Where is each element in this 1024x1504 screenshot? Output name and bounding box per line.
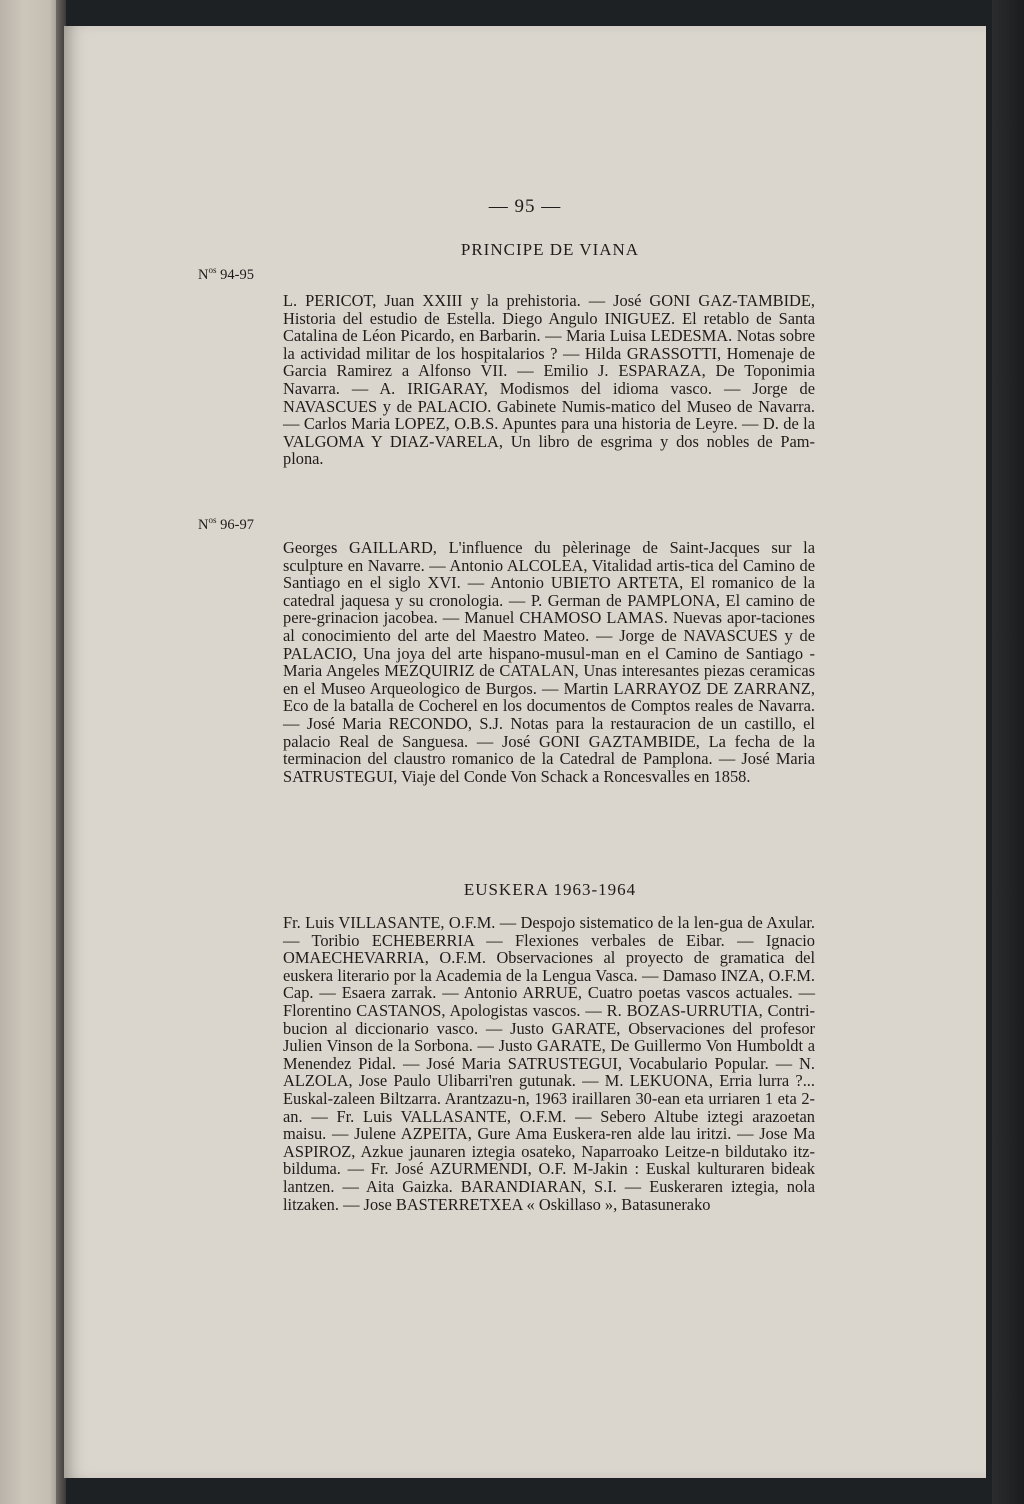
issue-label-superscript: os <box>208 515 217 525</box>
euskera-contents: Fr. Luis VILLASANTE, O.F.M. — Despojo sistematico de la len-gua de Axular. — Toribio ECHEBERRIA — Flexiones verbales de Eibar. — Ignacio OMAECHEVARRIA, O.F.M. Observaciones al proyecto de gramatica del euskera literario por la Academia de la Lengua Vasca. — Damaso INZA, O.F.M. Cap. — Esaera zarrak. — Antonio ARRUE, Cuatro poetas vascos actuales. — Florentino CASTANOS, Apologistas vascos. — R. BOZAS-URRUTIA, Contri-bucion al diccionario vasco. — Justo GARATE, Observaciones del profesor Julien Vinson de la Sorbona. — Justo GARATE, De Guillermo Von Humboldt a Menendez Pidal. — José Maria SATRUSTEGUI, Vocabulario Popular. — N. ALZOLA, Jose Paulo Ulibarri'ren gutunak. — M. LEKUONA, Erria lurra ?... Euskal-zaleen Biltzarra. Arantzazu-n, 1963 iraillaren 30-ean eta urriaren 1 eta 2-an. — Fr. Luis VALLASANTE, O.F.M. — Sebero Altube iztegi arazoetan maisu. — Julene AZPEITA, Gure Ama Euskera-ren alde lau iritzi. — Jose Ma ASPIROZ, Azkue jaunaren iztegia osateko, Naparroako Leitze-n bildutako itz-bilduma. — Fr. José AZURMENDI, O.F. M-Jakin : Euskal kulturaren bideak lantzen. — Aita Gaizka. BARANDIARAN, S.I. — Euskeraren iztegia, nola litzaken. — Jose BASTERRETXEA « Oskillaso », Batasunerako <box>283 913 815 1214</box>
issue-label-superscript: os <box>208 265 217 275</box>
issue-label-prefix: N <box>198 516 209 533</box>
section-title-euskera: EUSKERA 1963-1964 <box>463 880 637 899</box>
issue-label-94-95 <box>198 265 254 284</box>
facing-page-edge <box>0 0 62 1504</box>
page-number: — 95 — <box>488 196 562 217</box>
issue-label-96-97 <box>198 515 254 534</box>
issue-label-number: 94-95 <box>216 266 254 283</box>
section-title-principe-de-viana: PRINCIPE DE VIANA <box>460 240 640 259</box>
issue-94-95-contents: L. PERICOT, Juan XXIII y la prehistoria. — José GONI GAZ-TAMBIDE, Historia del estudio de Estella. Diego Angulo INIGUEZ. El retablo de Santa Catalina de Léon Picardo, en Barbarin. — Maria Luisa LEDESMA. Notas sobre la actividad militar de los hospitalarios ? — Hilda GRASSOTTI, Homenaje de Garcia Ramirez a Alfonso VII. — Emilio J. ESPARAZA, De Toponimia Navarra. — A. IRIGARAY, Modismos del idioma vasco. — Jorge de NAVASCUES y de PALACIO. Gabinete Numis-matico del Museo de Navarra. — Carlos Maria LOPEZ, O.B.S. Apuntes para una historia de Leyre. — D. de la VALGOMA Y DIAZ-VARELA, Un libro de esgrima y dos nobles de Pam-plona. <box>283 291 815 469</box>
issue-label-prefix: N <box>198 266 209 283</box>
issue-96-97-contents: Georges GAILLARD, L'influence du pèlerinage de Saint-Jacques sur la sculpture en Navarre. — Antonio ALCOLEA, Vitalidad artis-tica del Camino de Santiago en el siglo XVI. — Antonio UBIETO ARTETA, El romanico de la catedral jaquesa y su cronologia. — P. German de PAMPLONA, El camino de pere-grinacion jacobea. — Manuel CHAMOSO LAMAS. Nuevas apor-taciones al conocimiento del arte del Maestro Mateo. — Jorge de NAVASCUES y de PALACIO, Una joya del arte hispano-musul-man en el Camino de Santiago - Maria Angeles MEZQUIRIZ de CATALAN, Unas interesantes piezas ceramicas en el Museo Arqueologico de Burgos. — Martin LARRAYOZ DE ZARRANZ, Eco de la batalla de Cocherel en los documentos de Comptos reales de Navarra. — José Maria RECONDO, S.J. Notas para la restauracion de un castillo, el palacio Real de Sanguesa. — José GONI GAZTAMBIDE, La fecha de la terminacion del claustro romanico de la Catedral de Pamplona. — José Maria SATRUSTEGUI, Viaje del Conde Von Schack a Roncesvalles en 1858. <box>283 538 815 786</box>
issue-label-number: 96-97 <box>216 516 254 533</box>
scan-background <box>992 0 1024 1504</box>
